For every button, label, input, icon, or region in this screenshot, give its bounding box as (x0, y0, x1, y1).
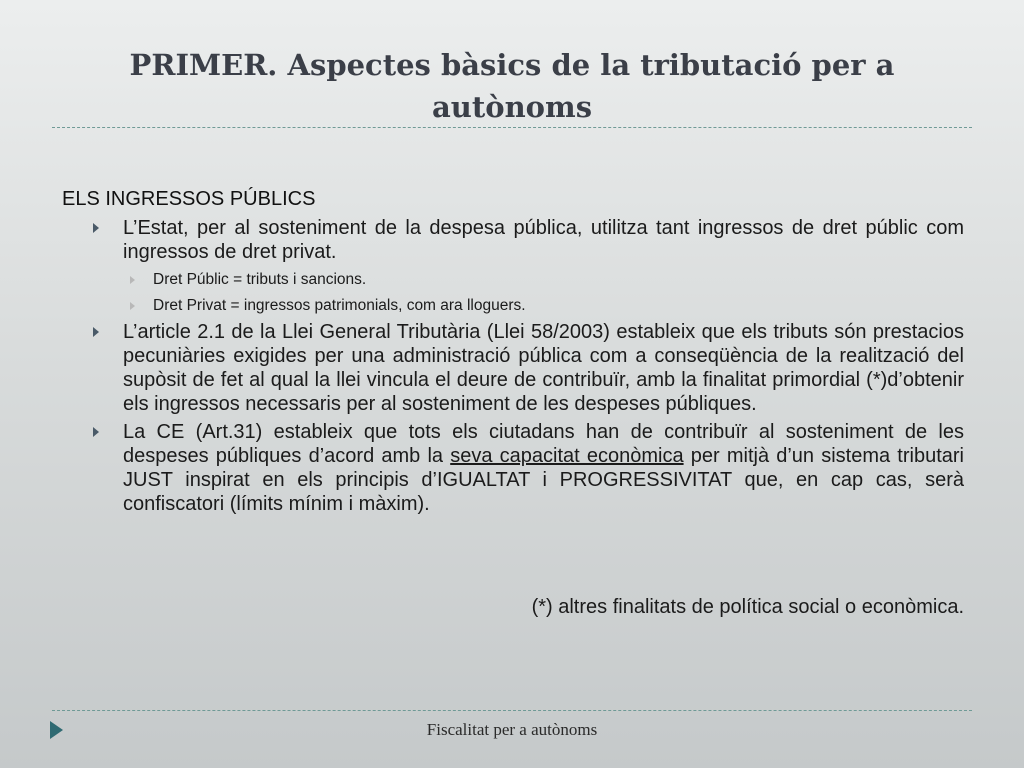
slide-content (60, 184, 964, 520)
bullet-item-1 (60, 216, 964, 264)
triangle-right-icon (130, 276, 135, 284)
bullet-list (60, 216, 964, 264)
bullet-item-2 (60, 320, 964, 416)
sub-bullet-list (60, 268, 964, 318)
triangle-right-icon (130, 302, 135, 310)
sub-bullet-item-1 (60, 268, 964, 292)
bullet-text-3-start: La CE (Art.31) estableix que tots els ciutadans han de contribuïr al sosteniment de les despeses públiques d’acord amb la (123, 421, 964, 467)
footnote: (*) altres finalitats de política social o econòmica. (531, 596, 964, 618)
sub-bullet-text-2: Dret Privat = ingressos patrimonials, com ara lloguers. (153, 297, 526, 314)
bullet-item-3 (60, 420, 964, 516)
bullet-text-3-end: per mitjà d’un sistema tributari JUST inspirat en els principis d’IGUALTAT i PROGRESSIVITAT que, en cap cas, serà confiscatori (límits mínim i màxim). (123, 445, 965, 515)
bullet-list-continued (60, 320, 964, 516)
triangle-right-icon (93, 223, 99, 233)
section-heading: ELS INGRESSOS PÚBLICS (62, 188, 316, 210)
title-divider (52, 127, 972, 128)
footer-text: Fiscalitat per a autònoms (426, 720, 598, 739)
triangle-right-icon (93, 327, 99, 337)
bullet-text-2: L’article 2.1 de la Llei General Tributària (Llei 58/2003) estableix que els tributs són prestacios pecuniàries exigides per una administració pública com a conseqüència de la realització del supòsit de fet al qual la llei vincula el deure de contribuïr, amb la finalitat primordial (*)d’obtenir els ingressos necessaris per al sosteniment de les despeses públiques. (123, 321, 964, 415)
footer-divider (52, 710, 972, 711)
slide-title (60, 44, 964, 128)
play-triangle-icon[interactable] (50, 721, 63, 739)
bullet-text-3-underlined: seva capacitat econòmica (450, 445, 684, 467)
sub-bullet-item-2 (60, 294, 964, 318)
title-line-1: PRIMER. Aspectes bàsics de la tributació per a (129, 48, 895, 82)
title-line-2: autònoms (431, 90, 593, 124)
bullet-text-1: L’Estat, per al sosteniment de la despesa pública, utilitza tant ingressos de dret públic com ingressos de dret privat. (123, 217, 964, 263)
sub-bullet-text-1: Dret Públic = tributs i sancions. (153, 271, 367, 288)
triangle-right-icon (93, 427, 99, 437)
